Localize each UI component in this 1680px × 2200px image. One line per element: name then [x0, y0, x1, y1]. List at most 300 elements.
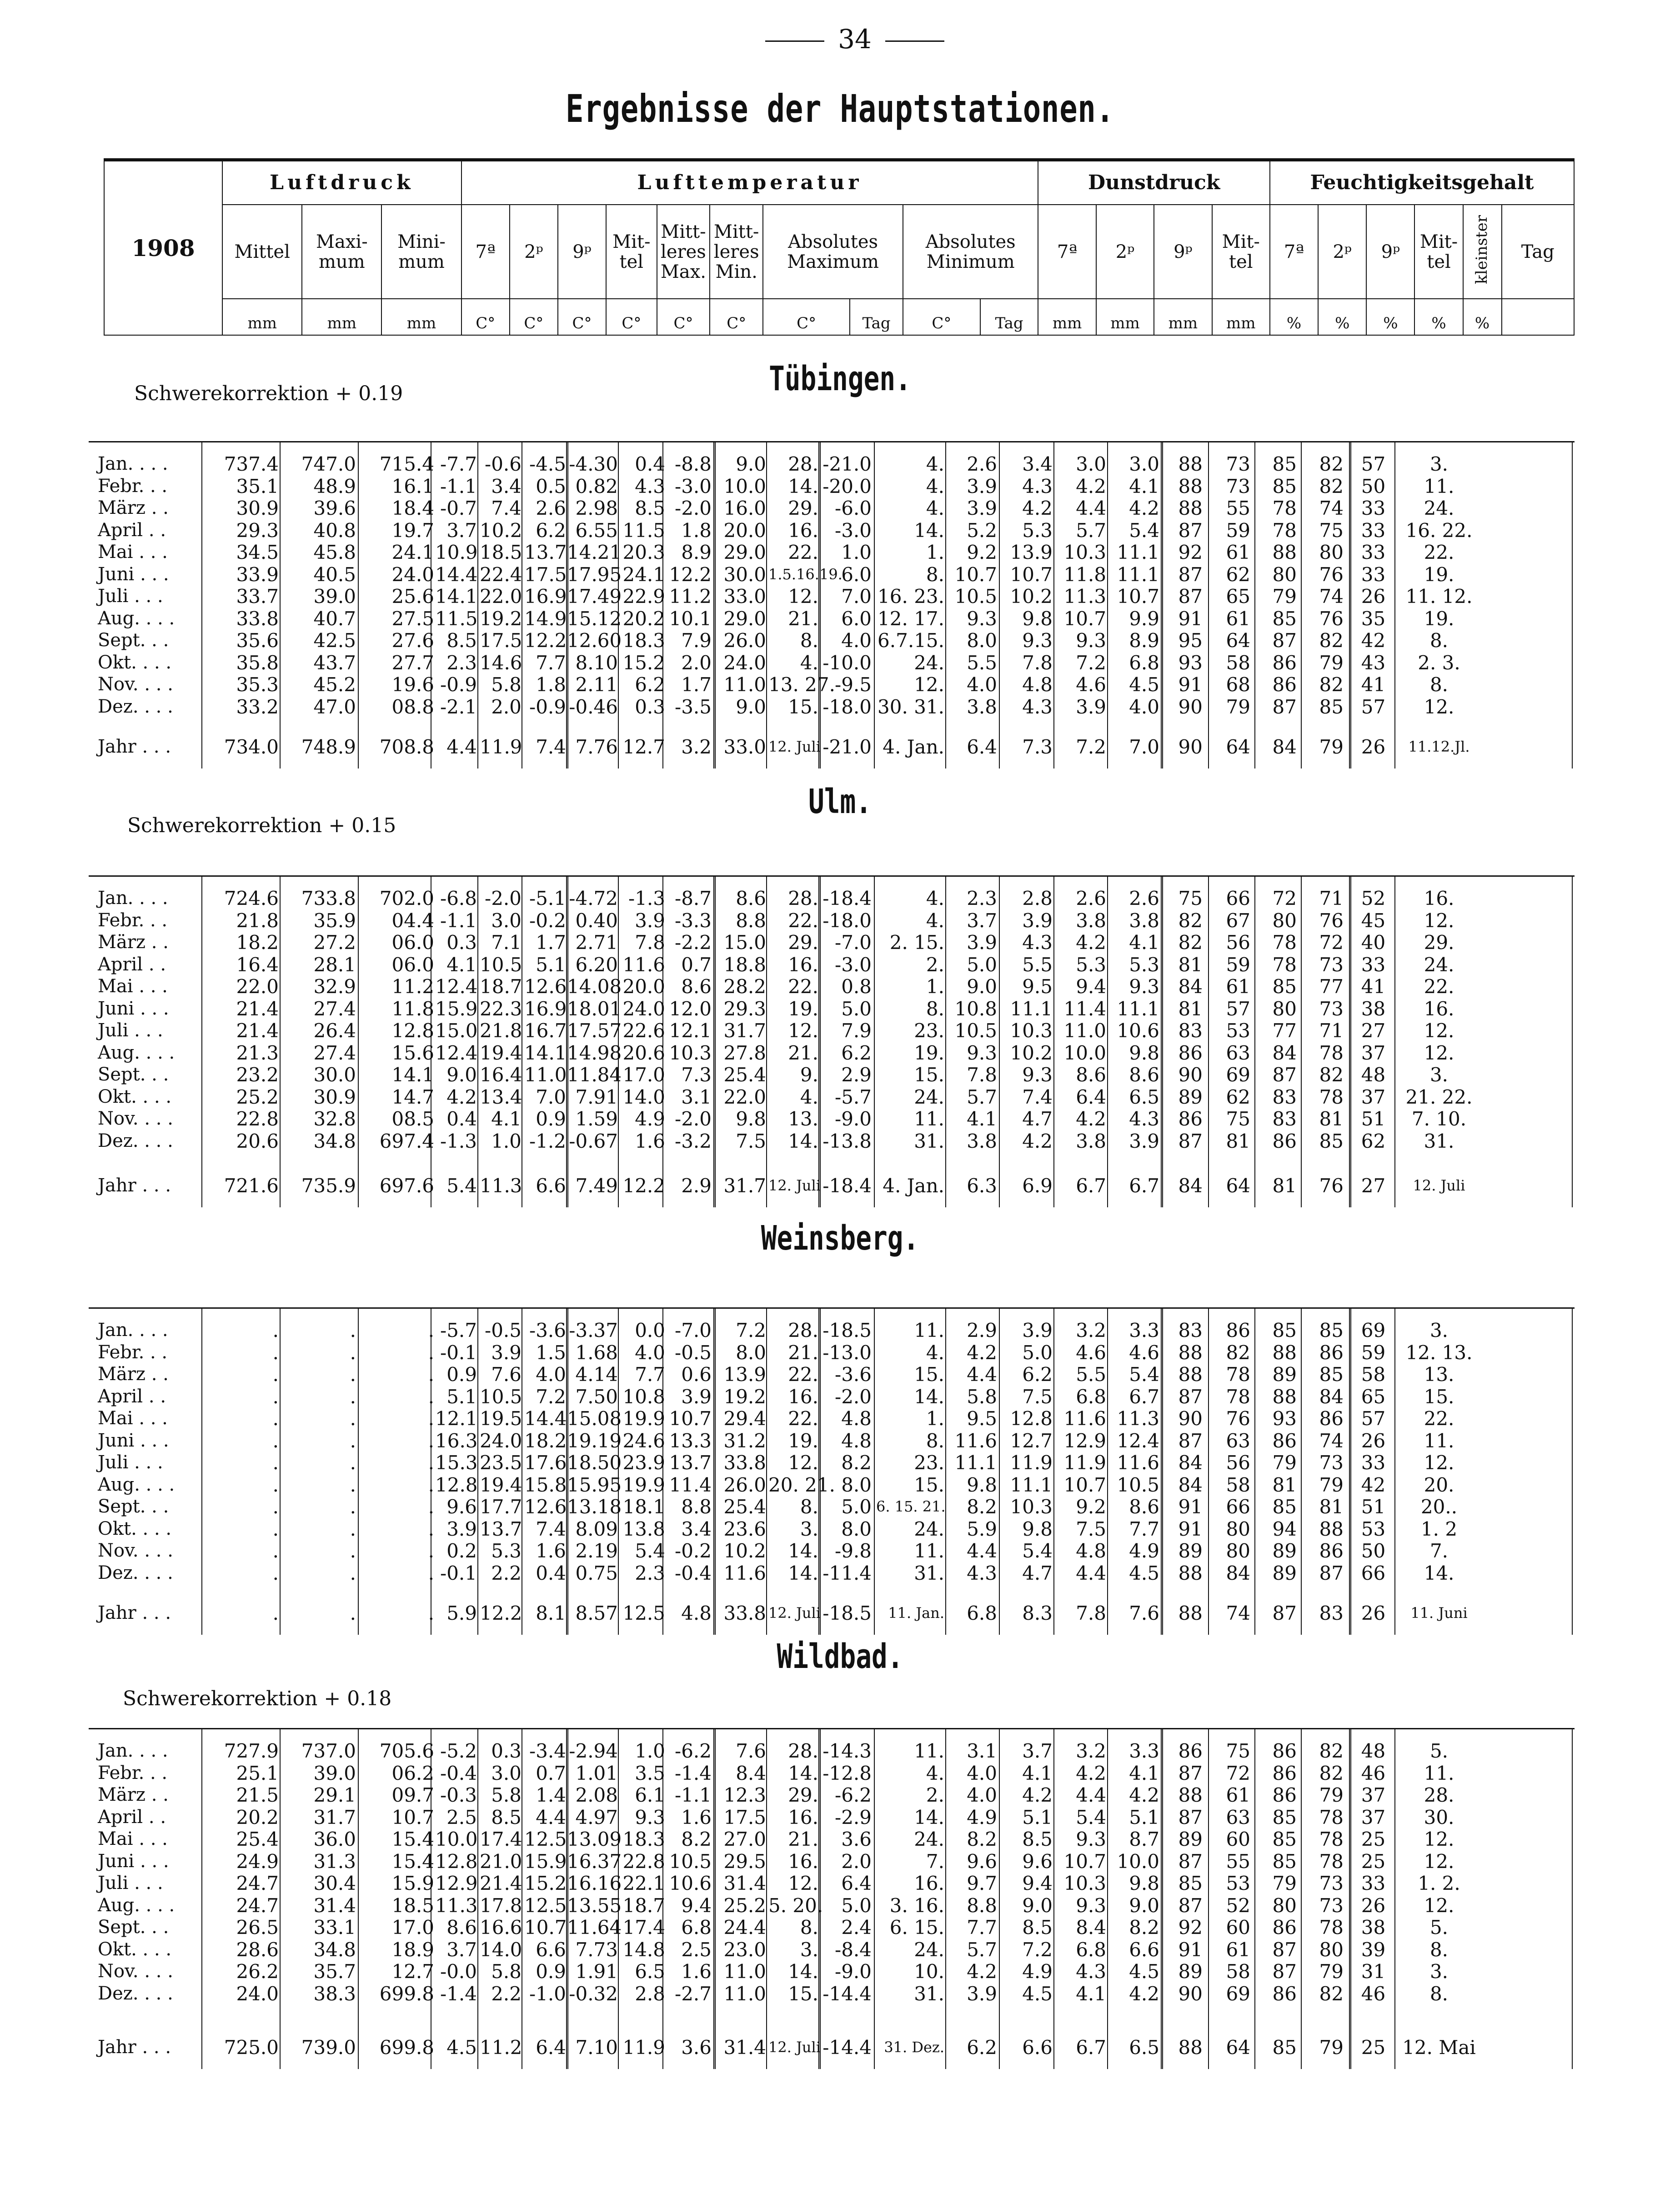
- table-cell: 88: [1178, 1784, 1203, 1806]
- table-cell: .: [428, 1385, 434, 1408]
- table-cell: 0.7: [536, 1762, 566, 1784]
- table-cell: 11.3: [435, 1894, 478, 1917]
- table-cell: 9.9: [1129, 607, 1159, 630]
- table-cell: 2.5: [446, 1806, 477, 1828]
- table-cell: 5.8: [491, 1784, 522, 1806]
- table-cell: 725.0: [224, 2036, 279, 2059]
- table-cell: 11.0: [723, 1982, 766, 2005]
- table-cell: 90: [1178, 1064, 1203, 1086]
- table-row: [89, 976, 1575, 997]
- col-header: Mit-tel: [606, 205, 657, 299]
- table-cell: .: [272, 1540, 279, 1562]
- table-cell: -1.4: [675, 1762, 712, 1784]
- table-cell: 48: [1361, 1064, 1386, 1086]
- page-number-text: 34: [838, 24, 872, 55]
- table-cell: 11.6: [622, 953, 665, 976]
- table-cell: 7.2: [1076, 736, 1106, 758]
- table-cell: 12.5: [524, 1828, 567, 1850]
- table-cell: 3.8: [967, 695, 997, 718]
- table-cell: 16.: [788, 519, 818, 542]
- table-cell: 11.2: [669, 585, 712, 608]
- table-cell: 87: [1272, 695, 1297, 718]
- table-cell: 30.0: [723, 563, 766, 586]
- table-cell: 64: [1226, 1175, 1250, 1197]
- table-cell: 88: [1272, 1341, 1297, 1364]
- table-cell: 9.8: [736, 1108, 766, 1130]
- table-cell: -3.37: [569, 1319, 618, 1341]
- table-cell: 10.0: [435, 1828, 478, 1850]
- table-cell: 79: [1272, 1452, 1297, 1474]
- table-cell: 3.: [800, 1517, 818, 1540]
- table-cell: 7.7: [635, 1363, 665, 1386]
- table-cell: 10.5: [480, 953, 522, 976]
- table-cell: 18.3: [622, 629, 665, 652]
- table-cell: 15.: [788, 695, 818, 718]
- table-cell: 16.: [1424, 997, 1454, 1020]
- table-cell: 10.0: [1063, 1041, 1106, 1064]
- table-cell: 79: [1272, 1872, 1297, 1894]
- table-cell: 25.4: [723, 1496, 766, 1518]
- unit-label: C°: [461, 299, 510, 335]
- row-label: Jahr . . .: [98, 1602, 171, 1623]
- table-cell: 10.5: [669, 1850, 712, 1873]
- table-cell: 12.9: [1063, 1429, 1106, 1452]
- table-cell: 14.0: [622, 1085, 665, 1108]
- table-cell: 739.0: [301, 2036, 356, 2059]
- table-cell: 16.4: [480, 1064, 522, 1086]
- table-cell: 89: [1178, 1085, 1203, 1108]
- table-cell: 86: [1272, 1916, 1297, 1939]
- table-cell: 15.8: [524, 1473, 567, 1496]
- table-cell: 5. 20.: [768, 1894, 823, 1917]
- col-header: Absolutes Maximum: [763, 205, 903, 299]
- table-cell: 4.0: [536, 1363, 566, 1386]
- table-cell: 4.3: [1129, 1108, 1159, 1130]
- table-cell: 61: [1226, 1938, 1250, 1961]
- table-cell: 7.2: [736, 1319, 766, 1341]
- table-cell: 33.2: [236, 695, 279, 718]
- table-cell: 20..: [1420, 1496, 1458, 1518]
- table-cell: 64: [1226, 629, 1250, 652]
- table-row: [89, 1939, 1575, 1960]
- table-cell: 7. 10.: [1411, 1108, 1467, 1130]
- table-cell: 18.7: [480, 975, 522, 998]
- table-cell: -2.0: [835, 1385, 872, 1408]
- table-cell: 24.7: [236, 1872, 279, 1894]
- table-cell: 4.: [926, 887, 944, 909]
- table-cell: 21. 22.: [1405, 1085, 1473, 1108]
- col-header: 2ᵖ: [1318, 205, 1366, 299]
- table-cell: 4.5: [1022, 1982, 1053, 2005]
- group-dunstdruck: Dunstdruck: [1038, 160, 1270, 205]
- table-cell: 9.0: [1129, 1894, 1159, 1917]
- unit-label: mm: [1096, 299, 1154, 335]
- table-cell: 11.: [1424, 1429, 1454, 1452]
- table-row: [89, 1603, 1575, 1623]
- table-cell: 35.6: [236, 629, 279, 652]
- table-cell: 25: [1361, 2036, 1386, 2059]
- table-cell: .: [428, 1363, 434, 1386]
- table-cell: -0.1: [440, 1341, 477, 1364]
- table-cell: 74: [1319, 585, 1344, 608]
- unit-label: C°: [903, 299, 980, 335]
- table-cell: 3.2: [681, 736, 712, 758]
- table-cell: 10.7: [1063, 1473, 1106, 1496]
- table-cell: 76: [1319, 1175, 1344, 1197]
- group-lufttemperatur: Lufttemperatur: [461, 160, 1038, 205]
- table-cell: 25.2: [236, 1085, 279, 1108]
- table-cell: 1.6: [536, 1540, 566, 1562]
- table-cell: 15.: [914, 1363, 944, 1386]
- table-cell: 19.6: [391, 673, 434, 696]
- table-cell: 3.7: [1022, 1740, 1053, 1762]
- table-row: [89, 1851, 1575, 1872]
- table-cell: 14.: [788, 1540, 818, 1562]
- table-cell: 2.2: [491, 1982, 522, 2005]
- table-cell: 3.7: [446, 1938, 477, 1961]
- table-cell: 66: [1226, 1496, 1250, 1518]
- table-cell: 11.0: [1063, 1020, 1106, 1042]
- table-cell: 28.: [788, 1319, 818, 1341]
- table-cell: 3.9: [967, 497, 997, 519]
- table-cell: 80: [1272, 563, 1297, 586]
- table-cell: 89: [1272, 1562, 1297, 1584]
- table-cell: 4.1: [967, 1108, 997, 1130]
- unit-label: mm: [222, 299, 302, 335]
- table-row: [89, 520, 1575, 541]
- table-cell: 0.82: [575, 475, 618, 497]
- table-cell: 83: [1272, 1085, 1297, 1108]
- table-cell: 37: [1361, 1041, 1386, 1064]
- table-cell: 8.1: [536, 1602, 566, 1624]
- table-cell: 6.8: [1076, 1938, 1106, 1961]
- table-cell: 42.5: [313, 629, 356, 652]
- table-cell: 78: [1272, 953, 1297, 976]
- table-cell: 22.: [788, 909, 818, 932]
- table-cell: 2.4: [841, 1916, 872, 1939]
- table-cell: 63: [1226, 1806, 1250, 1828]
- table-cell: 12. Juli: [768, 2039, 821, 2056]
- table-cell: 11.6: [1063, 1407, 1106, 1430]
- table-cell: 66: [1361, 1562, 1386, 1584]
- row-label: Dez. . . .: [98, 1983, 173, 2004]
- table-cell: 12.8: [391, 1020, 434, 1042]
- table-cell: 8.6: [681, 975, 712, 998]
- table-cell: 4.1: [1076, 1982, 1106, 2005]
- station-table: [89, 441, 1575, 768]
- table-cell: 37: [1361, 1784, 1386, 1806]
- table-cell: 697.4: [379, 1130, 434, 1152]
- table-cell: 6.7: [1076, 2036, 1106, 2059]
- table-row: [89, 1785, 1575, 1805]
- table-cell: 25.4: [236, 1828, 279, 1850]
- table-cell: 7.3: [1022, 736, 1053, 758]
- table-cell: 31.4: [313, 1894, 356, 1917]
- table-cell: 86: [1319, 1341, 1344, 1364]
- table-cell: 4.: [926, 909, 944, 932]
- table-cell: 6.6: [1022, 2036, 1053, 2059]
- table-cell: 78: [1319, 1828, 1344, 1850]
- table-cell: 12. Juli: [768, 738, 821, 755]
- table-cell: .: [272, 1602, 279, 1624]
- table-cell: 6. 15. 21.: [876, 1498, 946, 1515]
- table-cell: 5.1: [1129, 1806, 1159, 1828]
- table-cell: 11.: [914, 1740, 944, 1762]
- table-cell: 83: [1272, 1108, 1297, 1130]
- table-cell: 4.4: [536, 1806, 566, 1828]
- table-cell: 21.3: [236, 1041, 279, 1064]
- station-table: [89, 875, 1575, 1207]
- table-cell: 88: [1178, 1562, 1203, 1584]
- table-cell: 4.1: [1129, 475, 1159, 497]
- unit-label: C°: [763, 299, 850, 335]
- table-cell: 4.2: [1129, 497, 1159, 519]
- table-cell: -10.0: [822, 651, 872, 674]
- table-cell: 19.9: [622, 1473, 665, 1496]
- row-label: Aug. . . .: [98, 608, 175, 629]
- table-cell: 37: [1361, 1085, 1386, 1108]
- unit-label: mm: [302, 299, 381, 335]
- page-number: [746, 24, 964, 55]
- table-cell: 85: [1272, 453, 1297, 475]
- table-cell: 3. 16.: [889, 1894, 944, 1917]
- table-cell: 4.4: [1076, 1562, 1106, 1584]
- table-cell: 0.40: [575, 909, 618, 932]
- table-cell: 18.9: [391, 1938, 434, 1961]
- table-cell: 75: [1226, 1108, 1250, 1130]
- table-row: [89, 542, 1575, 563]
- table-cell: 1.4: [536, 1784, 566, 1806]
- table-cell: 93: [1272, 1407, 1297, 1430]
- table-cell: 26.0: [723, 1473, 766, 1496]
- table-cell: -2.9: [835, 1806, 872, 1828]
- table-cell: 81: [1319, 1108, 1344, 1130]
- table-cell: 12.: [1424, 695, 1454, 718]
- table-cell: 6.8: [1129, 651, 1159, 674]
- table-cell: 80: [1272, 997, 1297, 1020]
- table-row: [89, 1497, 1575, 1517]
- table-cell: 10.8: [954, 997, 997, 1020]
- table-cell: 9.3: [1076, 1894, 1106, 1917]
- table-cell: 12.8: [435, 1473, 478, 1496]
- table-cell: -8.8: [675, 453, 712, 475]
- table-cell: 63: [1226, 1041, 1250, 1064]
- table-cell: 61: [1226, 541, 1250, 563]
- table-cell: 11.2: [480, 2036, 522, 2059]
- table-cell: 7.49: [575, 1175, 618, 1197]
- table-cell: 40.5: [313, 563, 356, 586]
- table-cell: -7.0: [835, 931, 872, 954]
- row-label: März . .: [98, 1364, 169, 1385]
- table-cell: 4.8: [1076, 1540, 1106, 1562]
- table-cell: 5.3: [1076, 953, 1106, 976]
- table-cell: .: [272, 1473, 279, 1496]
- table-cell: -1.4: [440, 1982, 477, 2005]
- table-cell: 87: [1272, 1602, 1297, 1624]
- table-cell: 86: [1272, 1982, 1297, 2005]
- table-cell: 12.: [1424, 1850, 1454, 1873]
- table-cell: 25.2: [723, 1894, 766, 1917]
- table-cell: 39.0: [313, 1762, 356, 1784]
- table-cell: 3.: [1429, 1960, 1449, 1983]
- table-cell: 8.10: [575, 651, 618, 674]
- table-cell: 8.4: [736, 1762, 766, 1784]
- table-cell: 95: [1178, 629, 1203, 652]
- table-cell: 1.6: [635, 1130, 665, 1152]
- table-cell: 68: [1226, 673, 1250, 696]
- table-cell: 0.3: [635, 695, 665, 718]
- row-label: Okt. . . .: [98, 652, 172, 673]
- table-cell: 11.1: [1117, 997, 1159, 1020]
- table-cell: 9.3: [1129, 975, 1159, 998]
- unit-label: mm: [1038, 299, 1096, 335]
- col-header-text: kleinster: [1473, 215, 1491, 285]
- table-cell: 28.2: [723, 975, 766, 998]
- table-cell: 9.6: [1022, 1850, 1053, 1873]
- table-row: [89, 1065, 1575, 1085]
- unit-label: mm: [1212, 299, 1270, 335]
- table-cell: 65: [1226, 585, 1250, 608]
- table-cell: 36.0: [313, 1828, 356, 1850]
- row-label: Okt. . . .: [98, 1939, 172, 1960]
- table-cell: 11.3: [1063, 585, 1106, 608]
- table-cell: -8.7: [675, 887, 712, 909]
- table-cell: 52: [1361, 887, 1386, 909]
- table-cell: 5.5: [967, 651, 997, 674]
- table-cell: 5.1: [446, 1385, 477, 1408]
- table-cell: 6.7: [1129, 1175, 1159, 1197]
- table-cell: 19.19: [567, 1429, 622, 1452]
- table-cell: 93: [1178, 651, 1203, 674]
- table-cell: 7.8: [967, 1064, 997, 1086]
- table-cell: 10.0: [1117, 1850, 1159, 1873]
- table-cell: 7.: [926, 1850, 944, 1873]
- table-cell: 24.: [1424, 953, 1454, 976]
- table-cell: 2.0: [841, 1850, 872, 1873]
- table-cell: 14.4: [435, 563, 478, 586]
- table-cell: 4.2: [1076, 931, 1106, 954]
- table-cell: 73: [1319, 997, 1344, 1020]
- table-cell: 42: [1361, 1473, 1386, 1496]
- table-cell: 16.3: [435, 1429, 478, 1452]
- table-cell: 59: [1226, 519, 1250, 542]
- table-cell: 5.0: [1022, 1341, 1053, 1364]
- table-cell: 06.0: [391, 931, 434, 954]
- table-cell: 1.6: [681, 1960, 712, 1983]
- table-cell: 84: [1178, 1452, 1203, 1474]
- table-cell: 4. Jan.: [883, 736, 944, 758]
- table-cell: 6.2: [967, 2036, 997, 2059]
- table-cell: 89: [1272, 1540, 1297, 1562]
- table-cell: 11.: [914, 1108, 944, 1130]
- table-cell: 8.6: [1129, 1496, 1159, 1518]
- table-cell: .: [272, 1517, 279, 1540]
- table-cell: 10.5: [954, 1020, 997, 1042]
- table-cell: 62: [1226, 563, 1250, 586]
- table-cell: 29.4: [723, 1407, 766, 1430]
- table-cell: 17.0: [391, 1916, 434, 1939]
- table-cell: 12. Juli: [768, 1604, 821, 1622]
- table-cell: 86: [1272, 1762, 1297, 1784]
- gravity-correction: Schwerekorrektion + 0.15: [127, 814, 396, 837]
- table-cell: 11.: [914, 1540, 944, 1562]
- table-cell: 12. 13.: [1405, 1341, 1473, 1364]
- table-cell: 65: [1361, 1385, 1386, 1408]
- table-row: [89, 888, 1575, 909]
- table-cell: 2.8: [635, 1982, 665, 2005]
- table-cell: 73: [1319, 953, 1344, 976]
- table-cell: 3.9: [1022, 909, 1053, 932]
- table-cell: 7.4: [536, 1517, 566, 1540]
- table-cell: 16.6: [480, 1916, 522, 1939]
- table-cell: 24.0: [236, 1982, 279, 2005]
- table-cell: 4.7: [1022, 1108, 1053, 1130]
- table-cell: -11.4: [822, 1562, 872, 1584]
- table-cell: 12.: [1424, 1894, 1454, 1917]
- table-cell: -13.8: [822, 1130, 872, 1152]
- table-cell: 88: [1272, 1385, 1297, 1408]
- table-cell: 699.8: [379, 1982, 434, 2005]
- table-cell: 33.1: [313, 1916, 356, 1939]
- table-cell: 22.6: [622, 1020, 665, 1042]
- table-row: [89, 1431, 1575, 1451]
- table-cell: 6.5: [635, 1960, 665, 1983]
- table-cell: 19.: [1424, 563, 1454, 586]
- table-cell: 9.3: [635, 1806, 665, 1828]
- table-cell: 6.6: [536, 1175, 566, 1197]
- table-cell: 29.: [1424, 931, 1454, 954]
- table-cell: 11.8: [1063, 563, 1106, 586]
- table-cell: 31.: [914, 1982, 944, 2005]
- table-cell: 721.6: [224, 1175, 279, 1197]
- table-cell: 58: [1226, 1473, 1250, 1496]
- table-cell: 5.9: [967, 1517, 997, 1540]
- table-cell: 27.6: [391, 629, 434, 652]
- table-cell: 78: [1272, 931, 1297, 954]
- table-cell: 63: [1226, 1429, 1250, 1452]
- table-cell: 4.5: [1129, 1562, 1159, 1584]
- table-cell: 9.3: [967, 607, 997, 630]
- table-cell: 12.6: [524, 975, 567, 998]
- table-cell: -18.5: [822, 1602, 872, 1624]
- table-row: [89, 674, 1575, 695]
- table-cell: 26.5: [236, 1916, 279, 1939]
- row-label: April . .: [98, 1806, 166, 1828]
- table-cell: 20.2: [622, 607, 665, 630]
- row-label: Nov. . . .: [98, 674, 173, 695]
- table-cell: 4.5: [446, 2036, 477, 2059]
- table-cell: 40.7: [313, 607, 356, 630]
- table-cell: 26: [1361, 585, 1386, 608]
- row-label: Febr. . .: [98, 475, 168, 497]
- table-cell: 88: [1178, 1363, 1203, 1386]
- table-cell: 80: [1272, 909, 1297, 932]
- table-cell: 58: [1226, 651, 1250, 674]
- table-cell: 15.2: [622, 651, 665, 674]
- col-header: 7ª: [1038, 205, 1096, 299]
- table-cell: 33: [1361, 953, 1386, 976]
- table-cell: 31.: [1424, 1130, 1454, 1152]
- row-label: Nov. . . .: [98, 1540, 173, 1561]
- table-cell: 14.: [914, 519, 944, 542]
- table-cell: .: [350, 1473, 356, 1496]
- table-cell: -18.0: [822, 695, 872, 718]
- station-title: Wildbad.: [777, 1637, 903, 1676]
- table-cell: 22.8: [236, 1108, 279, 1130]
- table-cell: 2.9: [967, 1319, 997, 1341]
- table-cell: 87: [1178, 1385, 1203, 1408]
- row-label: Juli . . .: [98, 1020, 163, 1041]
